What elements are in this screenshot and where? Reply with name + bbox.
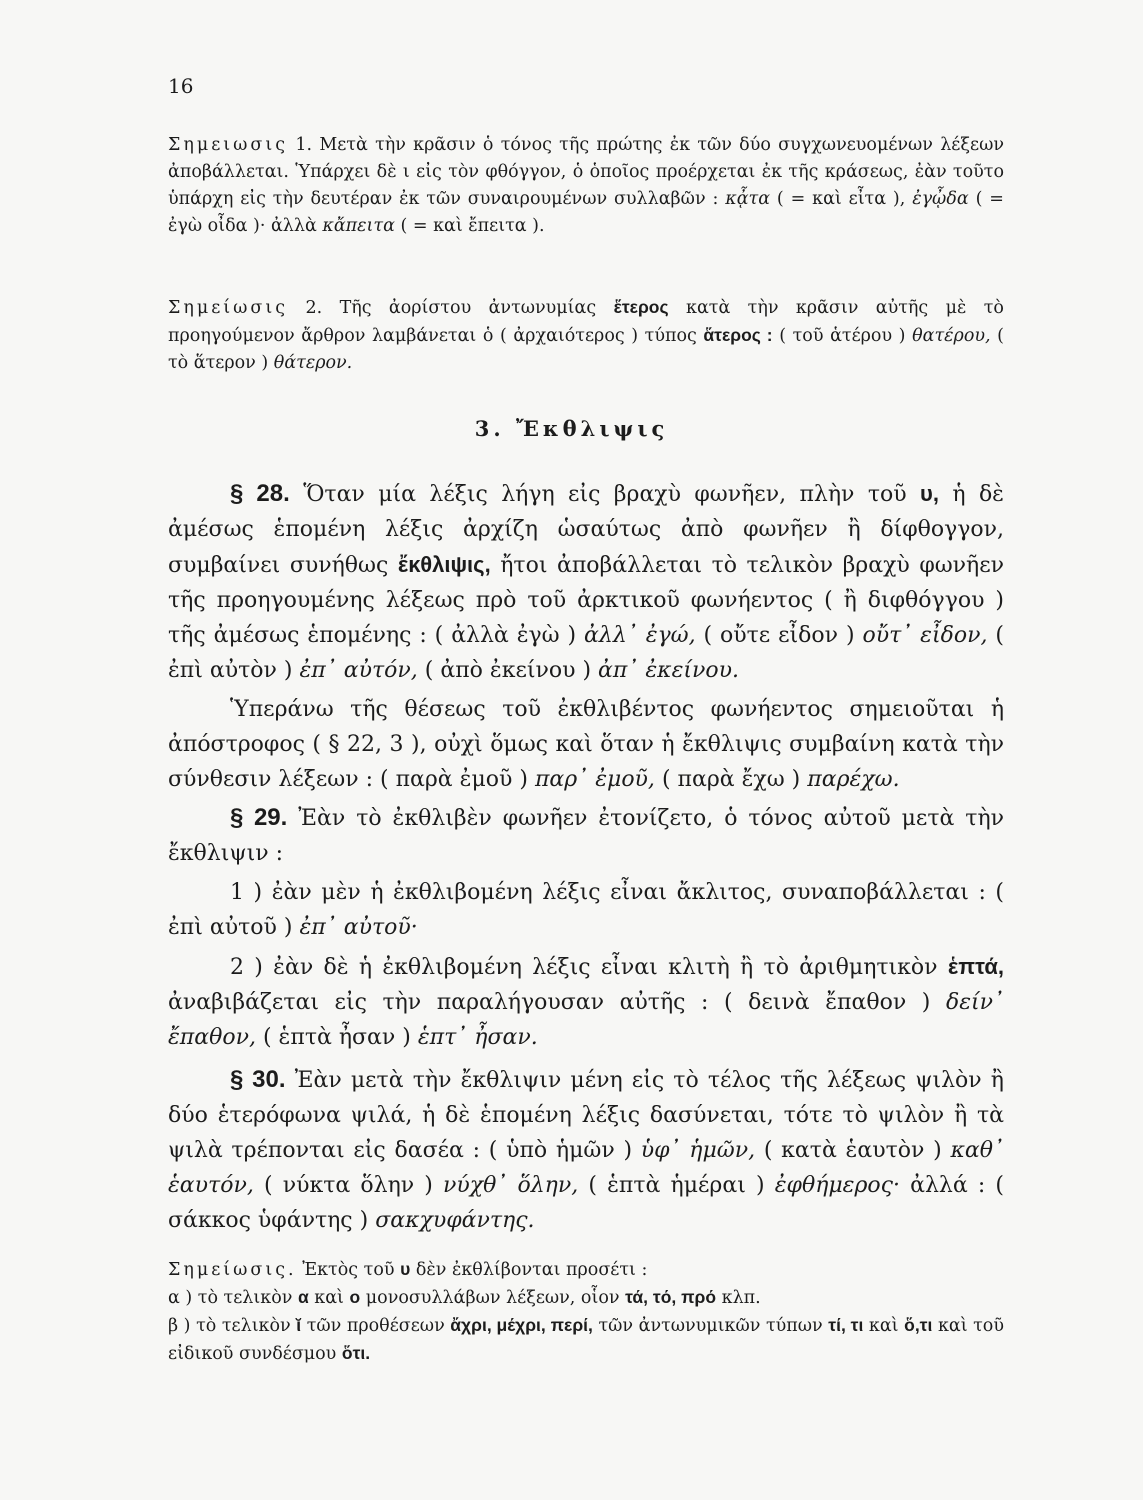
note-2-term-heteros: ἕτερος: [613, 297, 669, 317]
note-2-text-a: Τῆς ἀορίστου ἀντωνυμίας: [339, 298, 597, 318]
note-1-paren-3: ( = καὶ ἔπειτα ).: [400, 216, 545, 236]
note-1-example-2: ἐγᾦδα: [912, 189, 969, 209]
s28-text-a: Ὅταν μία λέξις λήγη εἰς βραχὺ φωνῆεν, πλὴν τοῦ: [303, 482, 907, 507]
note-3-item-b-label: β ) τὸ τελικὸν: [168, 1316, 291, 1336]
s30-text-e: ἀλλά : ( σάκκος ὑφάντης ): [168, 1173, 1005, 1233]
s28-example-2: οὔτ᾽ εἶδον,: [862, 623, 988, 648]
s28-term-ekthlipsis: ἔκθλιψις,: [397, 552, 491, 577]
note-3-item-b-text-3: καὶ τοῦ εἰδικοῦ συνδέσμου: [168, 1316, 1004, 1364]
note-2-text-b: κατὰ τὴν κρᾶσιν αὐτῆς μὲ τὸ προηγούμενον ἄρθρον λαμβάνεται ὁ ( ἀρχαιότερος ) τύπος: [168, 298, 1004, 346]
note-2-text-d: ( τὸ ἅτερον ): [168, 326, 1004, 373]
s28-text-d: ( οὔτε εἶδον ): [703, 623, 855, 648]
note-3-title: Σημείωσις.: [168, 1260, 297, 1280]
section-28-mark: § 28.: [230, 480, 290, 507]
s29-item-1-text: 1 ) ἐὰν μὲν ἡ ἐκθλιβομένη λέξις εἶναι ἄκλιτος, συναποβάλλεται : ( ἐπὶ αὐτοῦ ): [168, 880, 1004, 940]
note-1-paren-2: ( = ἐγὼ οἶδα )· ἀλλὰ: [168, 189, 1004, 236]
s29-item-2-example-1: δείν᾽ ἔπαθον,: [168, 990, 1005, 1050]
note-2-title: Σημείωσις: [168, 298, 289, 318]
note-3-item-a-mid: καὶ: [314, 1288, 344, 1308]
note-3-text-b: δὲν ἐκθλίβονται προσέτι :: [415, 1260, 648, 1280]
s28-para2-text-a: Ὑπεράνω τῆς θέσεως τοῦ ἐκθλιβέντος φωνήεντος σημειοῦται ἡ ἀπόστροφος ( § 22, 3 ), οὐχὶ ὅμως καὶ ὅταν ἡ ἔκθλιψις συμβαίνη κατὰ τὴν σύνθεσιν λέξεων : ( παρὰ ἐμοῦ ): [168, 697, 1004, 792]
note-3-item-b-bold-2: ἄχρι, μέχρι, περί,: [450, 1315, 593, 1335]
s30-text-b: ( κατὰ ἑαυτὸν ): [763, 1138, 942, 1163]
note-3-item-b-text: τῶν προθέσεων: [306, 1316, 445, 1336]
s28-para2-text-b: ( παρὰ ἔχω ): [661, 767, 801, 792]
s30-example-3: νύχθ᾽ ὅλην,: [443, 1173, 579, 1198]
s29-item-2-text-c: ( ἑπτὰ ἦσαν ): [262, 1025, 411, 1050]
note-3-text-a: Ἐκτὸς τοῦ: [302, 1260, 395, 1280]
s30-example-1: ὑφ᾽ ἡμῶν,: [640, 1138, 756, 1163]
note-3-item-a-bold-1: α: [297, 1287, 309, 1307]
s29-item-2-bold: ἑπτά,: [947, 954, 1004, 979]
section-30-mark: § 30.: [230, 1066, 286, 1093]
s29-item-2-text-b: ἀναβιβάζεται εἰς τὴν παραλήγουσαν αὐτῆς : ( δεινὰ ἔπαθον ): [168, 990, 931, 1015]
note-2-term-hateros: ἅτερος :: [703, 325, 773, 345]
note-1-example-3: κἄπειτα: [322, 216, 395, 236]
s28-text-f: ( ἀπὸ ἐκείνου ): [424, 658, 592, 683]
note-3-item-a-bold-3: τά, τό, πρό: [625, 1287, 717, 1307]
s28-text-e: ( ἐπὶ αὐτὸν ): [168, 623, 1004, 683]
note-3-item-b-text-2: τῶν ἀντωνυμικῶν τύπων: [598, 1316, 823, 1336]
note-3-item-b-bold-1: ῐ: [296, 1315, 302, 1335]
section-28: [168, 476, 1004, 801]
s29-item-1-example: ἐπ᾽ αὐτοῦ·: [299, 915, 418, 940]
note-2-example-2: θάτερον.: [273, 353, 353, 373]
s30-text-d: ( ἑπτὰ ἡμέραι ): [588, 1173, 765, 1198]
note-3-item-a-text: μονοσυλλάβων λέξεων, οἷον: [365, 1288, 620, 1308]
s28-example-3: ἐπ᾽ αὐτόν,: [299, 658, 418, 683]
section-29: [168, 800, 1004, 1059]
section-heading: 3. Ἔκθλιψις: [474, 416, 669, 441]
note-1-paren-1: ( = καὶ εἶτα ),: [776, 189, 906, 209]
note-1-text: Μετὰ τὴν κρᾶσιν ὁ τόνος τῆς πρώτης ἐκ τῶν δύο συγχωνευομένων λέξεων ἀποβάλλεται. Ὑπάρχει δὲ ι εἰς τὸν φθόγγον, ὁ ὁποῖος προέρχεται ἐκ τῆς κράσεως, ἐὰν τοῦτο ὑπάρχη εἰς τὴν δευτέραν ἐκ τῶν συναιρουμένων συλλαβῶν :: [168, 135, 1004, 209]
s30-text-c: ( νύκτα ὅλην ): [263, 1173, 433, 1198]
s30-example-4: ἐφθήμερος·: [774, 1173, 900, 1198]
note-3-item-b-bold-3: τί, τι: [828, 1315, 864, 1335]
note-3: [168, 1256, 1004, 1368]
section-29-mark: § 29.: [230, 804, 288, 831]
note-2: [168, 294, 1004, 377]
section-30: [168, 1062, 1004, 1242]
s28-para2-example-2: παρέχω.: [807, 767, 900, 792]
s28-example-4: ἀπ᾽ ἐκείνου.: [598, 658, 740, 683]
s30-text-a: Ἐὰν μετὰ τὴν ἔκθλιψιν μένη εἰς τὸ τέλος τῆς λέξεως ψιλὸν ἢ δύο ἑτερόφωνα ψιλά, ἡ δὲ ἑπομένη λέξις δασύνεται, τότε τὸ ψιλὸν ἢ τὰ ψιλὰ τρέπονται εἰς δασέα : ( ὑπὸ ἡμῶν ): [168, 1068, 1004, 1163]
note-2-text-c: ( τοῦ ἁτέρου ): [779, 326, 906, 346]
note-2-example-1: θατέρου,: [912, 326, 991, 346]
note-1-example-1: κᾆτα: [725, 189, 771, 209]
s30-example-5: σακχυφάντης.: [375, 1208, 535, 1233]
note-3-item-b-bold-4: ὅ,τι: [904, 1315, 933, 1335]
s28-example-1: ἀλλ᾽ ἐγώ,: [584, 623, 696, 648]
note-3-item-b-bold-5: ὅτι.: [341, 1343, 371, 1363]
s28-text-b: ἡ δὲ ἀμέσως ἑπομένη λέξις ἀρχίζη ὡσαύτως ἀπὸ φωνῆεν ἢ δίφθογγον, συμβαίνει συνήθως: [168, 482, 1004, 578]
note-3-item-a-bold-2: ο: [349, 1287, 361, 1307]
note-1-title: Σημειωσις: [168, 135, 289, 155]
s29-text-a: Ἐὰν τὸ ἐκθλιβὲν φωνῆεν ἐτονίζετο, ὁ τόνος αὐτοῦ μετὰ τὴν ἔκθλιψιν :: [168, 806, 1005, 866]
note-3-item-b-mid: καὶ: [868, 1316, 899, 1336]
s29-item-2-example-2: ἑπτ᾽ ἦσαν.: [417, 1025, 538, 1050]
s28-para2-example-1: παρ᾽ ἐμοῦ,: [534, 767, 655, 792]
note-3-item-a-end: κλπ.: [721, 1288, 761, 1308]
note-2-number: 2.: [305, 298, 323, 318]
s28-bold-u: υ,: [920, 481, 939, 506]
page-number: 16: [168, 74, 194, 98]
note-3-bold-u: υ: [400, 1259, 411, 1279]
s29-item-2-text-a: 2 ) ἐὰν δὲ ἡ ἐκθλιβομένη λέξις εἶναι κλιτὴ ἢ τὸ ἀριθμητικὸν: [230, 955, 938, 980]
note-3-item-a-label: α ) τὸ τελικὸν: [168, 1288, 293, 1308]
note-1: [168, 132, 1004, 240]
s28-text-c: ἤτοι ἀποβάλλεται τὸ τελικὸν βραχὺ φωνῆεν τῆς προηγουμένης λέξεως πρὸ τοῦ ἀρκτικοῦ φωνήεντος ( ἢ διφθόγγου ) τῆς ἀμέσως ἑπομένης : ( ἀλλὰ ἐγὼ ): [168, 553, 1004, 648]
s30-example-2: καθ᾽ ἑαυτόν,: [168, 1138, 1004, 1198]
note-1-number: 1.: [295, 135, 313, 155]
